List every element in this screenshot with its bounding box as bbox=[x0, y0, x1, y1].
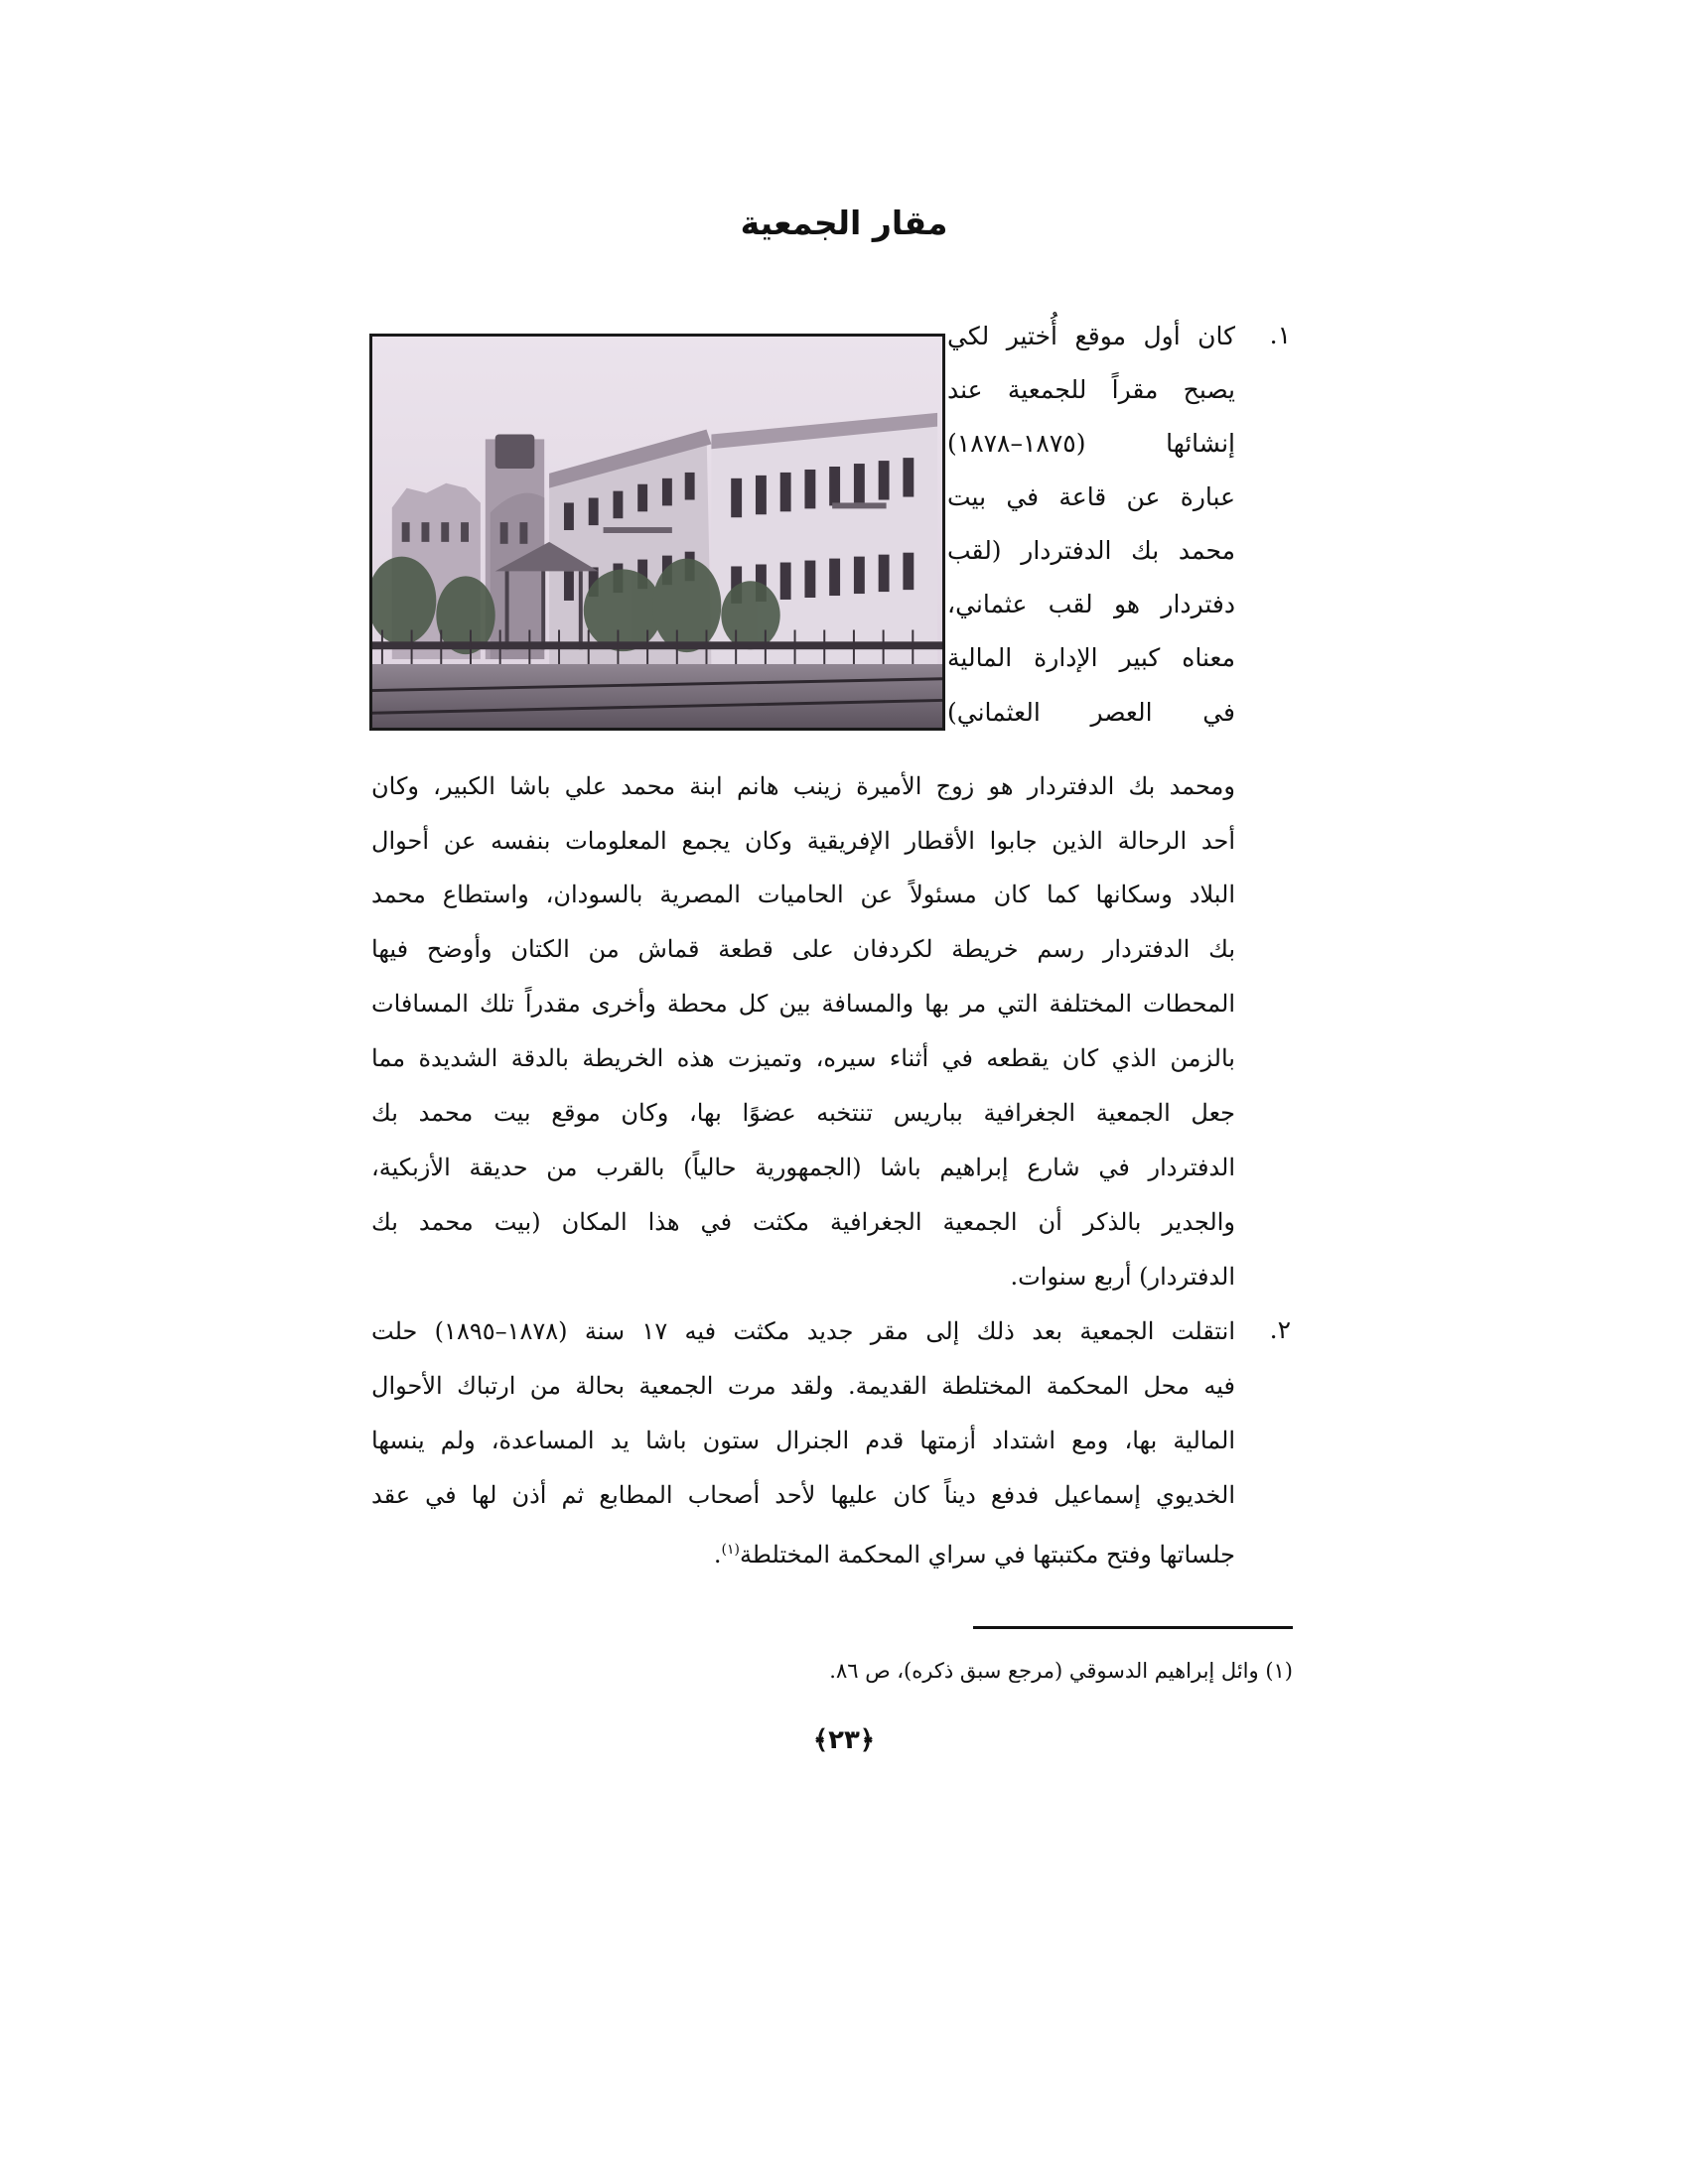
footnote-separator bbox=[973, 1626, 1293, 1629]
page-title: مقار الجمعية bbox=[740, 204, 948, 242]
item1-side-line: يصبح مقراً للجمعية عند bbox=[947, 375, 1235, 404]
item1-side-line: كان أول موقع أُختير لكي bbox=[947, 322, 1235, 350]
item1-side-line: دفتردار هو لقب عثماني، bbox=[947, 590, 1235, 618]
item1-line: ومحمد بك الدفتردار هو زوج الأميرة زينب هانم ابنة محمد علي باشا الكبير، وكان bbox=[371, 772, 1235, 800]
item1-side-line: محمد بك الدفتردار (لقب bbox=[947, 536, 1235, 565]
item2-line: المالية بها، ومع اشتداد أزمتها قدم الجنرال ستون باشا يد المساعدة، ولم ينسها bbox=[371, 1427, 1235, 1454]
item1-line: بك الدفتردار رسم خريطة لكردفان على قطعة قماش من الكتان وأوضح فيها bbox=[371, 935, 1235, 963]
footnote-text: (١) وائل إبراهيم الدسوقي (مرجع سبق ذكره)، ص ٨٦. bbox=[829, 1659, 1293, 1683]
list-number-2: ٢. bbox=[1269, 1315, 1291, 1344]
item2-last-line-text: جلساتها وفتح مكتبتها في سراي المحكمة المختلطة bbox=[739, 1541, 1235, 1569]
item1-line: البلاد وسكانها كما كان مسئولاً عن الحاميات المصرية بالسودان، واستطاع محمد bbox=[371, 881, 1235, 908]
building-illustration bbox=[372, 337, 942, 728]
item1-line: بالزمن الذي كان يقطعه في أثناء سيره، وتميزت هذه الخريطة بالدقة الشديدة مما bbox=[371, 1044, 1235, 1072]
historic-building-photo bbox=[369, 334, 945, 731]
item1-line: المحطات المختلفة التي مر بها والمسافة بين كل محطة وأخرى مقدراً تلك المسافات bbox=[371, 990, 1235, 1018]
item1-line: جعل الجمعية الجغرافية بباريس تنتخبه عضوًا بها، وكان موقع بيت محمد بك bbox=[371, 1099, 1235, 1127]
item1-side-line: معناه كبير الإدارة المالية bbox=[947, 643, 1235, 672]
item1-line: الدفتردار في شارع إبراهيم باشا (الجمهورية حالياً) بالقرب من حديقة الأزبكية، bbox=[371, 1154, 1235, 1181]
item1-line: أحد الرحالة الذين جابوا الأقطار الإفريقية وكان يجمع المعلومات بنفسه عن أحوال bbox=[371, 827, 1235, 855]
page-number: ﴿٢٣﴾ bbox=[812, 1725, 876, 1755]
item1-side-line: في العصر العثماني) bbox=[947, 698, 1235, 727]
item2-last-line bbox=[371, 1535, 1235, 1570]
list-number-1: ١. bbox=[1269, 321, 1291, 349]
item2-line: فيه محل المحكمة المختلطة القديمة. ولقد مرت الجمعية بحالة من ارتباك الأحوال bbox=[371, 1372, 1235, 1400]
item1-side-line: عبارة عن قاعة في بيت bbox=[947, 482, 1235, 511]
item1-side-line: إنشائها (١٨٧٥–١٨٧٨) bbox=[947, 429, 1235, 458]
item2-last-line-end: . bbox=[713, 1541, 722, 1569]
item2-line: انتقلت الجمعية بعد ذلك إلى مقر جديد مكثت فيه ١٧ سنة (١٨٧٨–١٨٩٥) حلت bbox=[371, 1317, 1235, 1345]
item2-line: الخديوي إسماعيل فدفع ديناً كان عليها لأحد أصحاب المطابع ثم أذن لها في عقد bbox=[371, 1481, 1235, 1509]
item1-line: الدفتردار) أربع سنوات. bbox=[1010, 1263, 1235, 1291]
item1-line: والجدير بالذكر أن الجمعية الجغرافية مكثت في هذا المكان (بيت محمد بك bbox=[371, 1208, 1235, 1236]
footnote-reference[interactable]: (١) bbox=[721, 1542, 740, 1558]
